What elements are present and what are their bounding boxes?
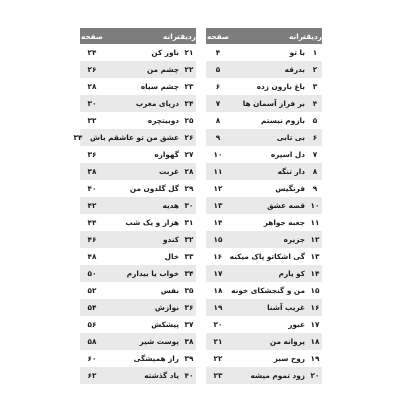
song-title: پوست شیر — [139, 337, 179, 346]
page-number: ۵۸ — [87, 337, 97, 346]
table-row — [206, 112, 322, 129]
song-title: کو یارم — [278, 269, 305, 278]
table-row — [80, 146, 196, 163]
row-number: ۱۳ — [310, 252, 320, 261]
page-number: ۵۴ — [87, 303, 97, 312]
table-row — [206, 282, 322, 299]
page-number: ۷ — [215, 99, 221, 108]
table-row — [206, 44, 322, 61]
page-number: ۴۶ — [87, 235, 97, 244]
page-number: ۴۴ — [87, 218, 97, 227]
page-number: ۲۶ — [87, 65, 97, 74]
row-number: ۹ — [312, 184, 318, 193]
table-body — [73, 44, 196, 384]
page-number: ۱۷ — [213, 269, 223, 278]
page-number: ۳۰ — [87, 99, 97, 108]
table-row — [206, 367, 322, 384]
song-title: کندو — [163, 235, 179, 244]
table-row — [206, 265, 322, 282]
song-title: گی اشکاتو پاک میکنه — [229, 252, 305, 261]
table-row — [80, 112, 196, 129]
table-header — [80, 28, 196, 44]
table-row — [80, 350, 196, 367]
table-row — [80, 367, 196, 384]
song-table-left — [73, 28, 196, 384]
page-number: ۱۰ — [213, 150, 223, 159]
row-number: ۱۵ — [310, 286, 320, 295]
table-row — [206, 61, 322, 78]
song-title: چشم من — [146, 65, 179, 74]
table-row — [80, 299, 196, 316]
song-table-right — [206, 28, 322, 384]
table-row — [206, 95, 322, 112]
table-row — [80, 163, 196, 180]
row-number: ۳۸ — [184, 337, 194, 346]
header-row-number: ردیف — [176, 31, 196, 41]
row-number: ۲۰ — [310, 371, 320, 380]
row-number: ۳۴ — [184, 269, 194, 278]
page-number: ۶۰ — [87, 354, 97, 363]
song-title: دل اسیره — [270, 150, 305, 159]
row-number: ۶ — [312, 133, 318, 142]
table-row — [206, 197, 322, 214]
table-row — [206, 163, 322, 180]
song-title: عشق من تو عاشقم باش — [90, 133, 179, 142]
table-row — [80, 333, 196, 350]
song-title: جعبه جواهر — [263, 218, 305, 227]
row-number: ۳۵ — [184, 286, 194, 295]
song-title: با تو — [289, 48, 305, 57]
table-row — [80, 61, 196, 78]
song-title: هدیه — [162, 201, 179, 210]
row-number: ۲۴ — [184, 99, 194, 108]
row-number: ۳۰ — [184, 201, 194, 210]
table-row — [206, 146, 322, 163]
table-row — [206, 78, 322, 95]
page-number: ۲۸ — [87, 82, 97, 91]
song-title: بی تابی — [276, 133, 305, 142]
page-number: ۶۲ — [87, 371, 97, 380]
table-row — [206, 231, 322, 248]
row-number: ۲۲ — [184, 65, 194, 74]
table-row — [80, 180, 196, 197]
page-number: ۳۴ — [73, 133, 83, 142]
table-row — [80, 282, 196, 299]
row-number: ۲۸ — [184, 167, 194, 176]
page-number: ۲۱ — [213, 337, 223, 346]
song-title: چشم سیاه — [140, 82, 179, 91]
song-title: پروانه من — [269, 337, 305, 346]
table-row — [206, 299, 322, 316]
row-number: ۱۶ — [310, 303, 320, 312]
table-row — [206, 214, 322, 231]
page-number: ۳۸ — [87, 167, 97, 176]
row-number: ۱۱ — [310, 218, 320, 227]
page-number: ۲۳ — [213, 371, 223, 380]
page-number: ۳۲ — [87, 116, 97, 125]
table-header — [206, 28, 322, 44]
table-row — [80, 214, 196, 231]
header-row-number: ردیف — [302, 31, 322, 41]
table-row — [80, 197, 196, 214]
page-number: ۵۰ — [87, 269, 97, 278]
page-number: ۱۱ — [213, 167, 223, 176]
row-number: ۸ — [312, 167, 318, 176]
page-number: ۴۰ — [87, 184, 97, 193]
row-number: ۴ — [312, 99, 318, 108]
row-number: ۱۲ — [310, 235, 320, 244]
header-page: صفحه — [207, 31, 229, 41]
header-song: ترانه — [289, 31, 306, 41]
row-number: ۱۸ — [310, 337, 320, 346]
page-number: ۲۴ — [87, 48, 97, 57]
table-row — [73, 129, 196, 146]
table-row — [206, 350, 322, 367]
row-number: ۱ — [312, 48, 318, 57]
page-number: ۱۴ — [213, 218, 223, 227]
song-title: قصه عشق — [267, 201, 305, 210]
row-number: ۳۹ — [184, 354, 194, 363]
header-page: صفحه — [81, 31, 103, 41]
song-title: دریای مغرب — [135, 99, 179, 108]
row-number: ۲۱ — [184, 48, 194, 57]
row-number: ۳۱ — [184, 218, 194, 227]
song-title: هزار و یک شب — [125, 218, 179, 227]
page-number: ۱۹ — [213, 303, 223, 312]
table-row — [80, 78, 196, 95]
song-title: گل گلدون من — [129, 184, 179, 193]
header-song: ترانه — [163, 31, 180, 41]
row-number: ۷ — [312, 150, 318, 159]
song-title: بدرقه — [284, 65, 305, 74]
row-number: ۵ — [312, 116, 318, 125]
song-title: جزیره — [283, 235, 305, 244]
page-number: ۵۲ — [87, 286, 97, 295]
song-index-page — [73, 28, 322, 380]
row-number: ۲ — [312, 65, 318, 74]
table-row — [80, 44, 196, 61]
song-title: فرنگیس — [275, 184, 305, 193]
table-row — [80, 248, 196, 265]
song-title: نوازش — [154, 303, 179, 312]
song-title: بازوم نیستم — [261, 116, 305, 125]
table-row — [80, 95, 196, 112]
song-title: خال — [164, 252, 179, 261]
row-number: ۳۲ — [184, 235, 194, 244]
row-number: ۳ — [312, 82, 318, 91]
page-number: ۱۶ — [213, 252, 223, 261]
page-number: ۳۶ — [87, 150, 97, 159]
song-title: یاد گذشته — [144, 371, 179, 380]
page-number: ۲۲ — [213, 354, 223, 363]
page-number: ۱۳ — [213, 201, 223, 210]
song-title: گهواره — [154, 150, 179, 159]
song-title: غربت — [159, 167, 179, 176]
table-row — [206, 316, 322, 333]
page-number: ۱۸ — [213, 286, 223, 295]
table-body — [206, 44, 322, 384]
table-row — [206, 248, 322, 265]
row-number: ۲۷ — [184, 150, 194, 159]
table-row — [80, 231, 196, 248]
row-number: ۱۷ — [310, 320, 320, 329]
song-title: روح سبز — [273, 354, 305, 363]
row-number: ۲۵ — [184, 116, 194, 125]
song-title: دوبیتچره — [147, 116, 179, 125]
table-row — [206, 180, 322, 197]
row-number: ۱۴ — [310, 269, 320, 278]
page-number: ۲۰ — [213, 320, 223, 329]
page-number: ۱۲ — [213, 184, 223, 193]
song-title: خواب یا بیدارم — [126, 269, 179, 278]
page-number: ۵۶ — [87, 320, 97, 329]
song-title: غریب آشنا — [267, 303, 305, 312]
row-number: ۴۰ — [184, 371, 194, 380]
table-row — [206, 129, 322, 146]
row-number: ۳۷ — [184, 320, 194, 329]
song-title: باغ بارون زده — [256, 82, 305, 91]
row-number: ۲۳ — [184, 82, 194, 91]
page-number: ۴ — [215, 48, 221, 57]
row-number: ۲۶ — [184, 133, 194, 142]
song-title: باور کن — [151, 48, 179, 57]
row-number: ۲۹ — [184, 184, 194, 193]
table-row — [80, 265, 196, 282]
song-title: دار تنگه — [277, 167, 305, 176]
page-number: ۹ — [215, 133, 221, 142]
song-title: زود تموم میشه — [250, 371, 305, 380]
row-number: ۱۹ — [310, 354, 320, 363]
song-title: پیشکش — [151, 320, 179, 329]
table-row — [80, 316, 196, 333]
page-number: ۴۲ — [87, 201, 97, 210]
page-number: ۶ — [215, 82, 221, 91]
song-title: بر فراز آسمان ها — [242, 99, 305, 108]
row-number: ۳۳ — [184, 252, 194, 261]
page-number: ۴۸ — [87, 252, 97, 261]
row-number: ۳۶ — [184, 303, 194, 312]
row-number: ۱۰ — [310, 201, 320, 210]
song-title: عبور — [288, 320, 305, 329]
page-number: ۵ — [215, 65, 221, 74]
table-row — [206, 333, 322, 350]
page-number: ۱۵ — [213, 235, 223, 244]
song-title: من و گنجشکای خونه — [231, 286, 305, 295]
song-title: راز همیشگی — [133, 354, 179, 363]
page-number: ۸ — [215, 116, 221, 125]
song-title: نفس — [160, 286, 179, 295]
